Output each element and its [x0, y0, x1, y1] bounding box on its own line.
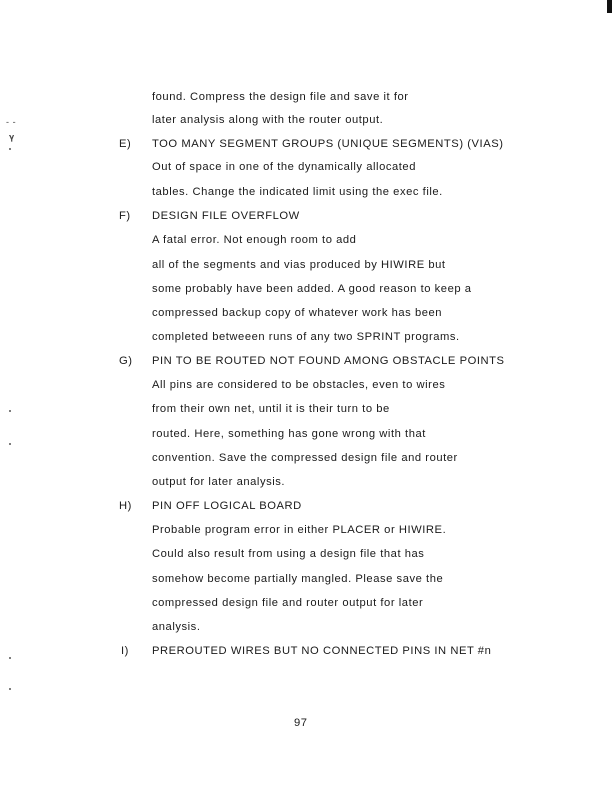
- body-line: compressed design file and router output for later: [152, 597, 424, 609]
- body-line: some probably have been added. A good reason to keep a: [152, 283, 472, 295]
- body-line: A fatal error. Not enough room to add: [152, 234, 357, 246]
- body-line: All pins are considered to be obstacles, even to wires: [152, 379, 446, 391]
- item-label-e: E): [119, 138, 132, 150]
- body-line: somehow become partially mangled. Please save the: [152, 573, 444, 585]
- page-number: 97: [294, 717, 308, 729]
- margin-dot: [9, 410, 11, 412]
- body-line: Out of space in one of the dynamically allocated: [152, 161, 416, 173]
- body-line: analysis.: [152, 621, 201, 633]
- margin-mark: - -: [6, 117, 17, 127]
- body-line: compressed backup copy of whatever work has been: [152, 307, 443, 319]
- item-label-h: H): [119, 500, 132, 512]
- body-line: found. Compress the design file and save it for: [152, 91, 409, 103]
- body-line: later analysis along with the router output.: [152, 114, 384, 126]
- body-line: tables. Change the indicated limit using the exec file.: [152, 186, 443, 198]
- margin-dot: [9, 657, 11, 659]
- body-line: from their own net, until it is their turn to be: [152, 403, 390, 415]
- item-label-i: I): [121, 645, 129, 657]
- margin-mark: 𝛄: [9, 132, 15, 142]
- item-label-g: G): [119, 355, 133, 367]
- body-line: completed betweeen runs of any two SPRINT programs.: [152, 331, 460, 343]
- margin-dot: [9, 688, 11, 690]
- error-heading: TOO MANY SEGMENT GROUPS (UNIQUE SEGMENTS) (VIAS): [152, 138, 504, 150]
- body-line: output for later analysis.: [152, 476, 286, 488]
- body-line: routed. Here, something has gone wrong with that: [152, 428, 426, 440]
- body-line: Could also result from using a design file that has: [152, 548, 425, 560]
- margin-dot: [9, 148, 11, 150]
- body-line: all of the segments and vias produced by HIWIRE but: [152, 259, 446, 271]
- item-label-f: F): [119, 210, 131, 222]
- error-heading: PIN OFF LOGICAL BOARD: [152, 500, 302, 512]
- scan-corner-mark: [607, 0, 612, 13]
- margin-dot: [9, 443, 11, 445]
- error-heading: DESIGN FILE OVERFLOW: [152, 210, 300, 222]
- error-heading: PIN TO BE ROUTED NOT FOUND AMONG OBSTACLE POINTS: [152, 355, 505, 367]
- body-line: convention. Save the compressed design file and router: [152, 452, 458, 464]
- error-heading: PREROUTED WIRES BUT NO CONNECTED PINS IN NET #n: [152, 645, 492, 657]
- body-line: Probable program error in either PLACER or HIWIRE.: [152, 524, 447, 536]
